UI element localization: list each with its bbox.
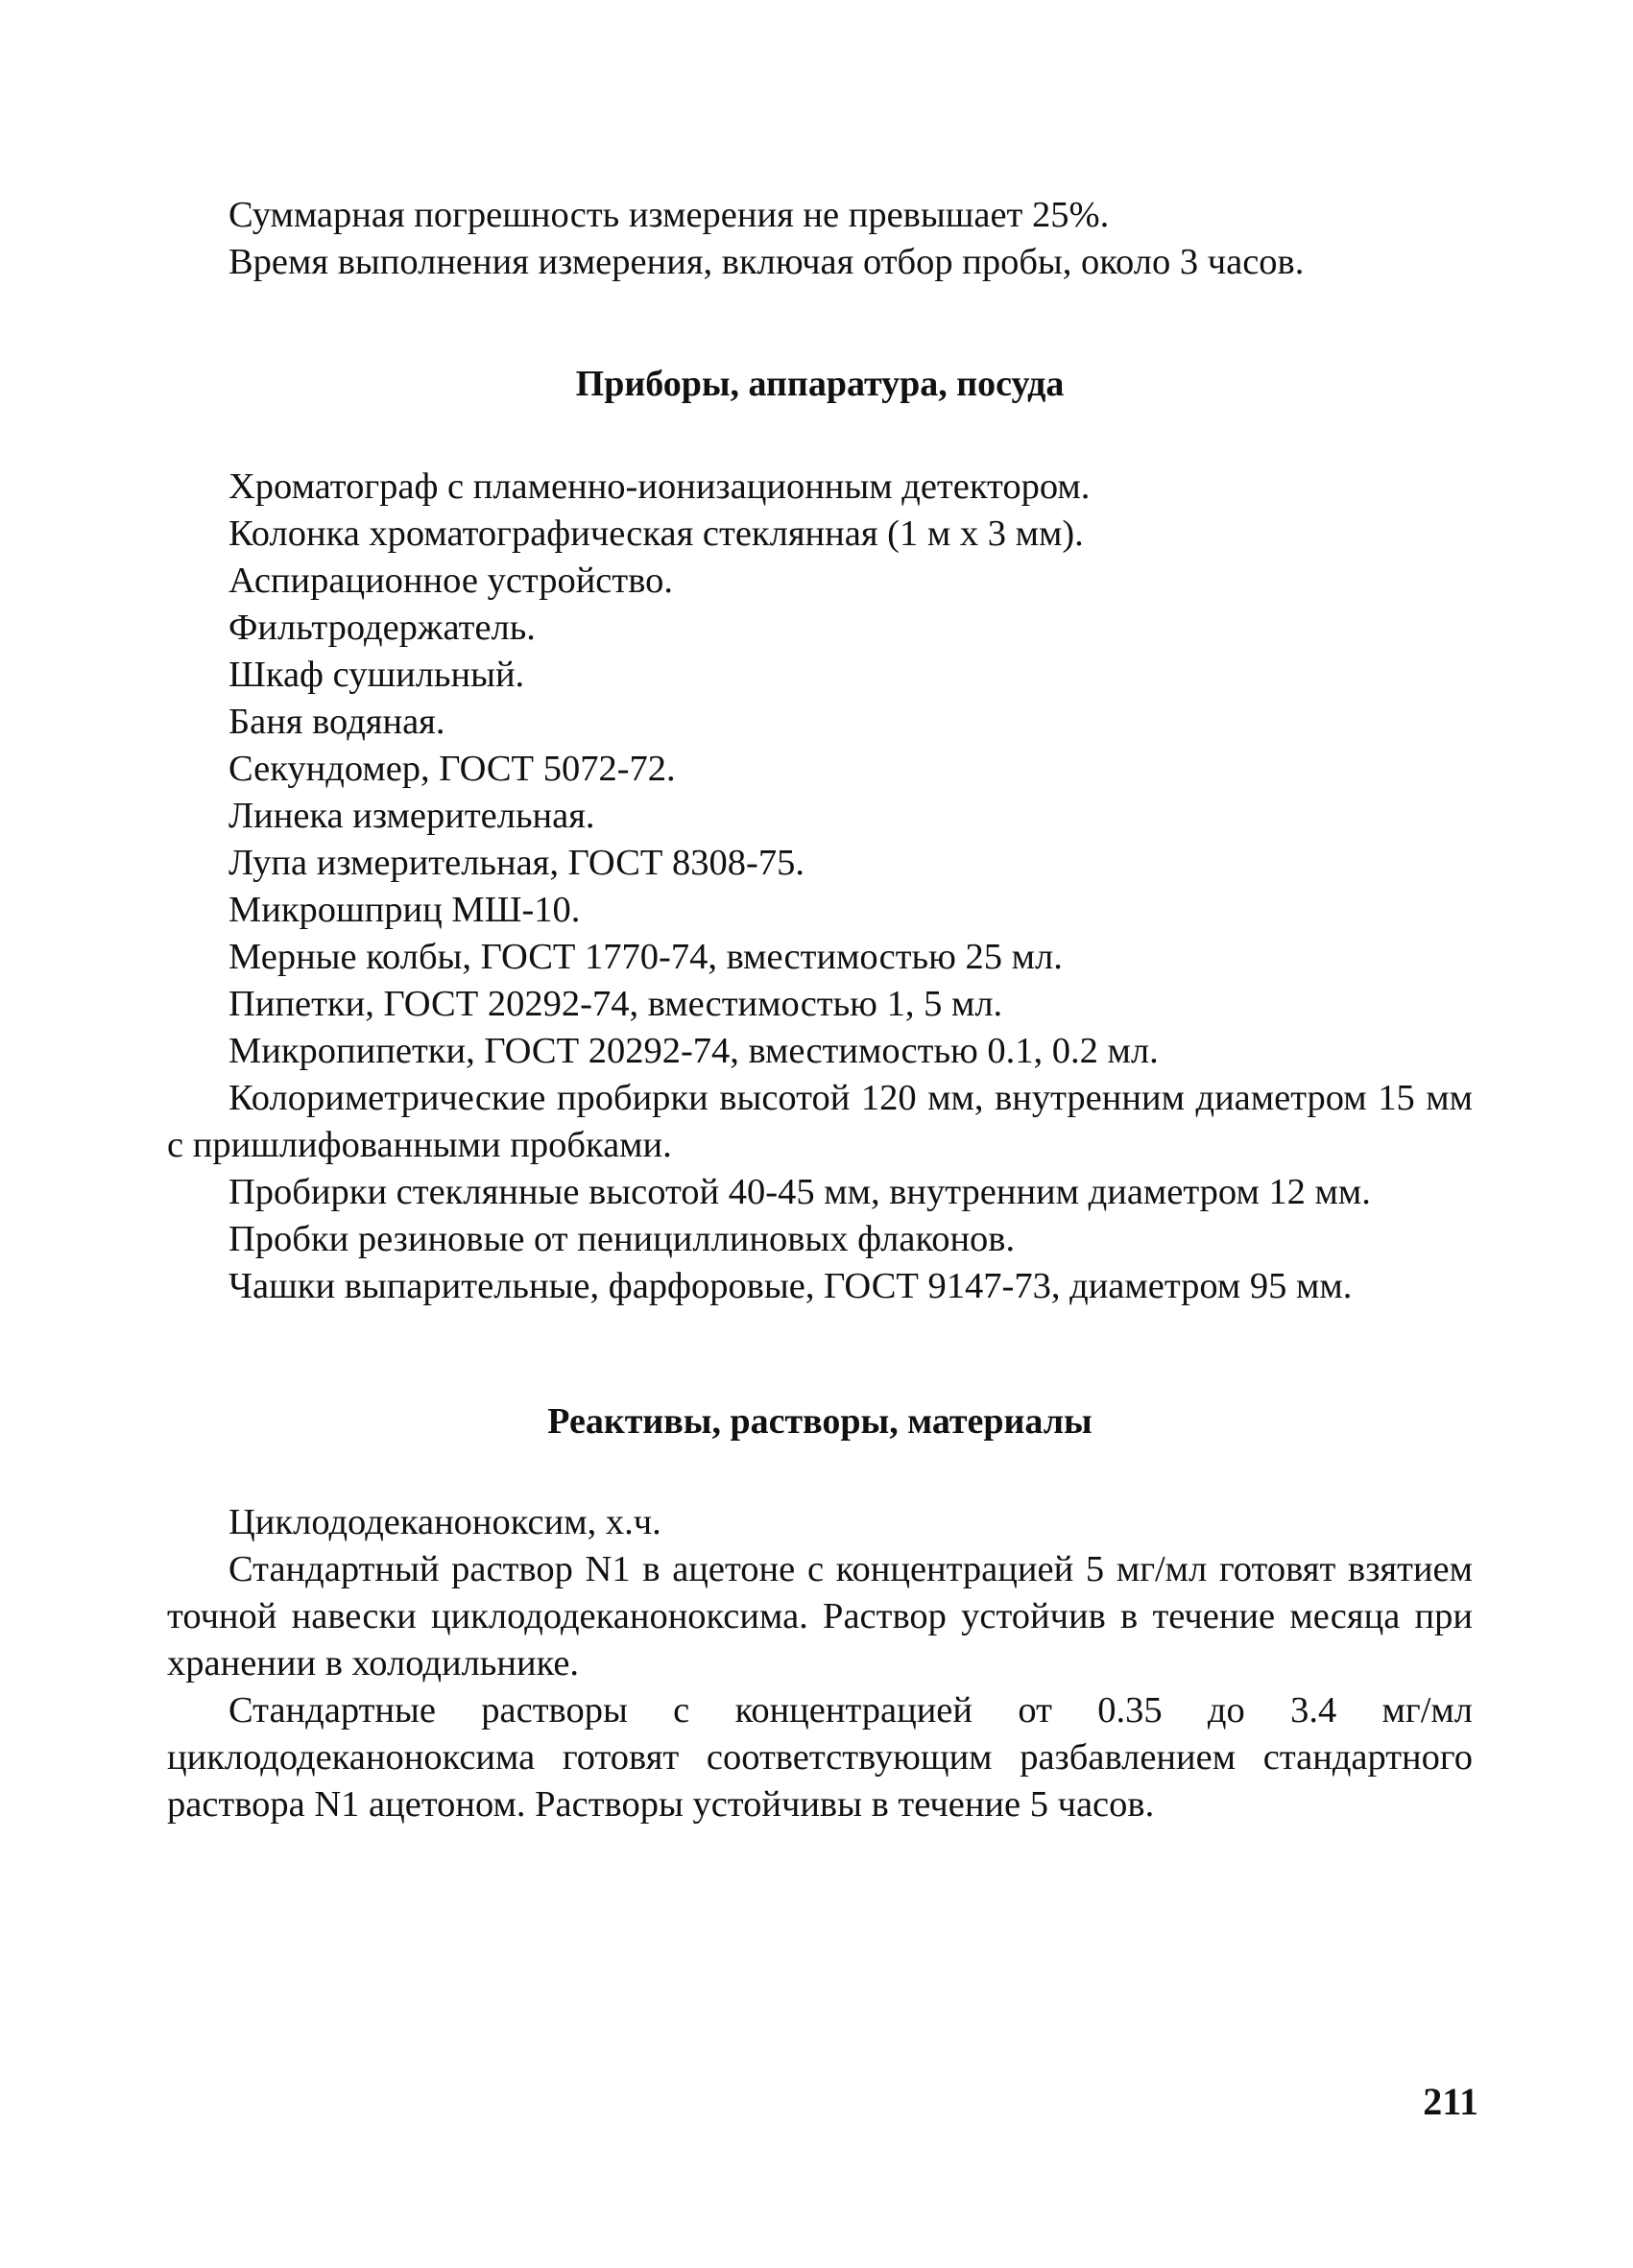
list-item: Лупа измерительная, ГОСТ 8308-75. bbox=[228, 843, 804, 883]
list-item: Пипетки, ГОСТ 20292-74, вместимостью 1, 5 мл. bbox=[228, 984, 1003, 1024]
intro-paragraph-time: Время выполнения измерения, включая отбор пробы, около 3 часов. bbox=[228, 242, 1305, 282]
page-number: 211 bbox=[1423, 2080, 1478, 2123]
section-title-reagents: Реактивы, растворы, материалы bbox=[547, 1401, 1093, 1442]
list-item: Колориметрические пробирки высотой 120 мм, внутренним диаметром 15 мм с пришлифованными пробками. bbox=[167, 1078, 1473, 1165]
list-item: Аспирационное устройство. bbox=[228, 561, 674, 601]
list-item: Стандартный раствор N1 в ацетоне с концентрацией 5 мг/мл готовят взятием точной навески циклододеканоноксима. Раствор устойчив в течение месяца при хранении в холодильнике. bbox=[167, 1549, 1473, 1683]
list-item: Чашки выпарительные, фарфоровые, ГОСТ 9147-73, диаметром 95 мм. bbox=[228, 1266, 1353, 1306]
list-item: Микропипетки, ГОСТ 20292-74, вместимостью 0.1, 0.2 мл. bbox=[228, 1031, 1159, 1071]
section-title-equipment: Приборы, аппаратура, посуда bbox=[575, 364, 1065, 404]
list-item: Фильтродержатель. bbox=[228, 608, 536, 648]
equipment-list bbox=[167, 464, 1473, 1310]
list-item: Линека измерительная. bbox=[228, 796, 595, 836]
list-item: Шкаф сушильный. bbox=[228, 655, 525, 695]
list-item: Мерные колбы, ГОСТ 1770-74, вместимостью 25 мл. bbox=[228, 937, 1063, 977]
list-item: Пробки резиновые от пенициллиновых флаконов. bbox=[228, 1219, 1016, 1259]
list-item: Хроматограф с пламенно-ионизационным детектором. bbox=[228, 466, 1091, 507]
reagents-list bbox=[167, 1499, 1473, 1828]
intro-paragraph-error: Суммарная погрешность измерения не превышает 25%. bbox=[228, 195, 1110, 235]
list-item: Пробирки стеклянные высотой 40-45 мм, внутренним диаметром 12 мм. bbox=[228, 1172, 1371, 1212]
list-item: Циклододеканоноксим, х.ч. bbox=[228, 1502, 661, 1542]
list-item: Секундомер, ГОСТ 5072-72. bbox=[228, 749, 676, 789]
document-page bbox=[167, 192, 1473, 1828]
list-item: Стандартные растворы с концентрацией от 0.35 до 3.4 мг/мл циклододеканоноксима готовят соответствующим разбавлением стандартного раствора N1 ацетоном. Растворы устойчивы в течение 5 часов. bbox=[167, 1690, 1473, 1825]
list-item: Колонка хроматографическая стеклянная (1 м х 3 мм). bbox=[228, 513, 1084, 554]
list-item: Микрошприц МШ-10. bbox=[228, 890, 581, 930]
list-item: Баня водяная. bbox=[228, 702, 445, 742]
